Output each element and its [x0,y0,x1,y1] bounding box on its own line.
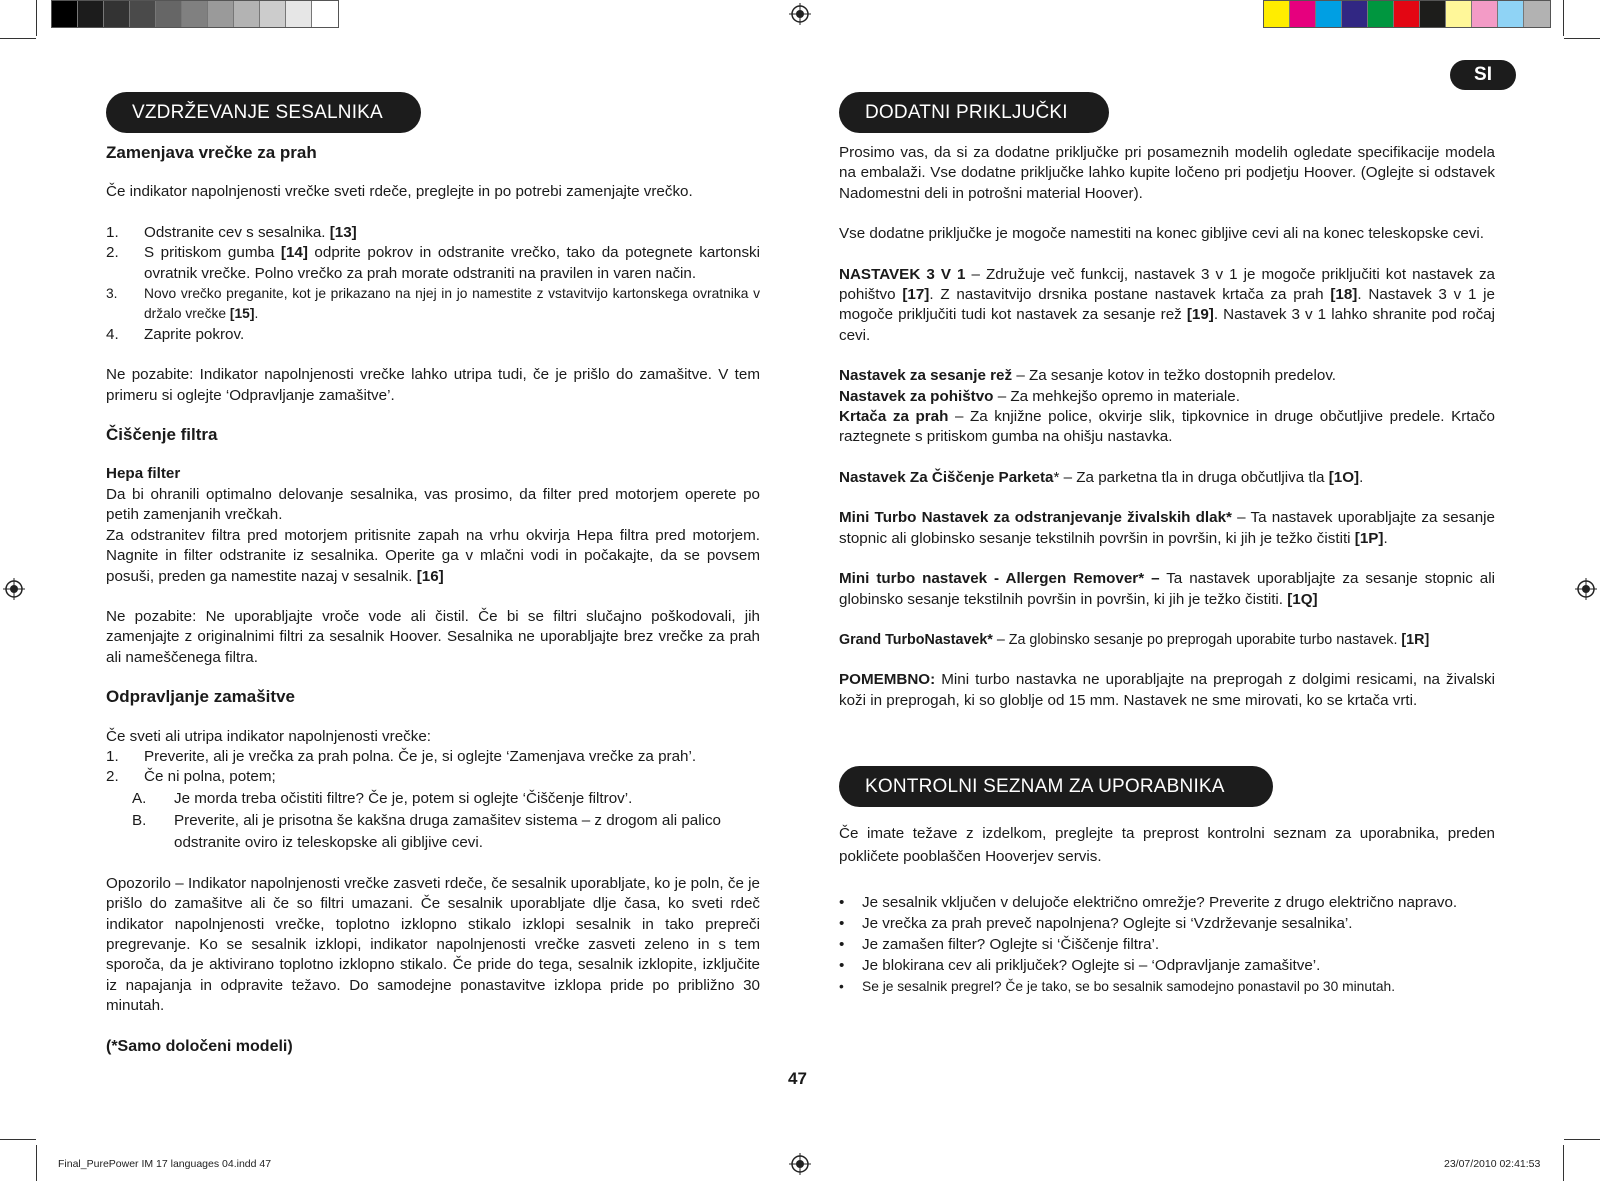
bag-steps-list [106,223,760,345]
warning-paragraph: Opozorilo – Indikator napolnjenosti vrečke zasveti rdeče, če sesalnik uporabljate, ko je poln, če je prišlo do zamašitve ali če so filtri umazani. Če sesalnik uporabljate dlje časa, ko sveti rdeč indikator napolnjenosti vrečke, toplotno izklopno stikalo izklopi sesalnik in tako prepreči pregrevanje. Ko se sesalnik izklopi, indikator napolnjenosti vrečke zasveti zeleno in s tem sporoča, da je aktivirano toplotno izklopno stikalo. Če pride do tega, sesalnik izklopite, izključite iz napajanja in odpravite težavo. Do samodejne ponastavitve izklopa pride po približno 30 minutah. [106,874,760,1015]
filter-note: Ne pozabite: Ne uporabljajte vroče vode ali čistil. Če bi se filtri slučajno poškodovali, jih zamenjajte z originalnimi filtri za sesalnik Hoover. Sesalnika ne uporabljajte brez vrečke za prah ali nameščenega filtra. [106,607,760,666]
list-item [839,892,1495,913]
list-number: 4. [106,325,119,343]
language-badge: SI [1450,60,1516,90]
crop-mark-br-h [1564,1139,1600,1140]
important-note: POMEMBNO: Mini turbo nastavka ne uporabljajte na preprogah z dolgimi resicami, na živalski koži in preprogah, ki so globlje od 15 mm. Nastavek ne sme mirovati, ko se krtača vrti. [839,671,1495,709]
page-number: 47 [788,1069,807,1088]
registration-target-icon [789,1153,811,1175]
list-item [839,976,1495,997]
crop-mark-tl-h [0,38,36,39]
calibration-swatch [1446,1,1472,27]
list-item [106,767,760,787]
list-item [839,913,1495,934]
blockage-steps-list [106,747,760,788]
accessory-parquet: Nastavek Za Čiščenje Parketa* – Za parketna tla in druga občutljiva tla [1O]. [839,468,1364,486]
calibration-swatch [1342,1,1368,27]
grayscale-calibration-bar [51,0,339,28]
calibration-swatch [1368,1,1394,27]
list-text: Je sesalnik vključen v delujoče električno omrežje? Preverite z drugo električno napravo. [862,894,1458,911]
list-text: Se je sesalnik pregrel? Če je tako, se bo sesalnik samodejno ponastavil po 30 minutah. [862,979,1396,994]
list-text: Je blokirana cev ali priključek? Oglejte si – ‘Odpravljanje zamašitve’. [862,957,1321,974]
bullet-icon: • [839,936,845,953]
list-text: Je zamašen filter? Oglejte si ‘Čiščenje filtra’. [862,936,1160,953]
color-calibration-bar [1263,0,1551,28]
list-text: Je vrečka za prah preveč napolnjena? Oglejte si ‘Vzdrževanje sesalnika’. [862,915,1353,932]
bullet-icon: • [839,915,845,932]
calibration-swatch [1420,1,1446,27]
models-note: (*Samo določeni modeli) [106,1037,293,1055]
list-text: Če ni polna, potem; [144,768,276,786]
hepa-paragraph-2: Za odstranitev filtra pred motorjem pritisnite zapah na vrhu okvirja Hepa filtra pred motorjem. Nagnite in filter odstranite iz sesalnika. Operite ga v mlačni vodi in počakajte, da se povsem posuši, preden ga namestite nazaj v sesalnik. [16] [106,526,760,585]
list-item [106,223,760,243]
section-header-accessories: DODATNI PRIKLJUČKI [839,92,1109,133]
list-letter: B. [132,811,147,829]
accessory-furniture: Nastavek za pohištvo – Za mehkejšo opremo in materiale. [839,387,1240,405]
calibration-swatch [260,1,286,27]
crop-mark-tr-h [1564,38,1600,39]
list-text: Preverite, ali je prisotna še kakšna druga zamašitev sistema – z drogom ali palico odstranite oviro iz teleskopske ali gibljive cevi. [174,811,722,851]
accessory-3in1: NASTAVEK 3 V 1 – Združuje več funkcij, nastavek 3 v 1 je mogoče priključiti kot nastavek za pohištvo [17]. Z nastavitvijo drsnika postane nastavek krtača za prah [18]. Nastavek 3 v 1 je mogoče priključiti tudi kot nastavek za sesanje rež [19]. Nastavek 3 v 1 lahko shranite pod ročaj cevi. [839,265,1495,344]
crop-mark-bl-h [0,1139,36,1140]
left-column [106,143,760,1057]
calibration-swatch [208,1,234,27]
list-item [106,243,760,284]
registration-target-icon [1575,578,1597,600]
calibration-swatch [52,1,78,27]
calibration-swatch [130,1,156,27]
accessory-mini-turbo-pet: Mini Turbo Nastavek za odstranjevanje živalskih dlak* – Ta nastavek uporabljajte za sesanje stopnic ali globinsko sesanje tekstilnih površin in površin, ki jih je težko čistiti [1P]. [839,509,1495,547]
list-number: 1. [106,223,119,241]
list-letter: A. [132,789,147,807]
registration-target-icon [3,578,25,600]
list-number: 1. [106,747,119,765]
accessories-paragraph-2: Vse dodatne priključke je mogoče namestiti na konec gibljive cevi ali na konec teleskopske cevi. [839,225,1484,243]
registration-target-icon [789,3,811,25]
list-item [839,934,1495,955]
crop-mark-tr-v [1563,0,1564,36]
hepa-paragraph-1: Da bi ohranili optimalno delovanje sesalnika, vas prosimo, da filter pred motorjem operete po petih zamenjanih vrečkah. [106,485,760,524]
list-text: S pritiskom gumba [14] odprite pokrov in odstranite vrečko, tako da potegnete kartonski ovratnik vrečke. Polno vrečko za prah morate odstraniti na pravilen in varen način. [144,244,761,282]
accessory-allergen-remover: Mini turbo nastavek - Allergen Remover* – Ta nastavek uporabljajte za sesanje stopnic ali globinsko sesanje tekstilnih površin in površin, ki jih je težko čistiti. [1Q] [839,570,1495,608]
calibration-swatch [286,1,312,27]
subheading-filter-cleaning: Čiščenje filtra [106,425,218,445]
bullet-icon: • [839,894,845,911]
calibration-swatch [312,1,338,27]
calibration-swatch [104,1,130,27]
accessory-grand-turbo: Grand TurboNastavek* – Za globinsko sesanje po preprogah uporabite turbo nastavek. [1R] [839,631,1430,648]
list-item [106,788,760,810]
list-item [106,284,760,325]
list-number: 2. [106,768,119,786]
subheading-bag-replacement: Zamenjava vrečke za prah [106,143,317,162]
calibration-swatch [1472,1,1498,27]
right-column [839,143,1495,711]
bag-note: Ne pozabite: Indikator napolnjenosti vrečke lahko utripa tudi, če je prišlo do zamašitve. V tem primeru si oglejte ‘Odpravljanje zamašitve’. [106,366,760,404]
list-item [106,747,760,767]
list-text: Preverite, ali je vrečka za prah polna. Če je, si oglejte ‘Zamenjava vrečke za prah’. [144,747,697,765]
list-text: Odstranite cev s sesalnika. [13] [144,223,357,241]
checklist-list [839,892,1495,997]
blockage-substeps-list [106,788,760,854]
list-item [839,955,1495,976]
crop-mark-br-v [1563,1145,1564,1181]
checklist-block [839,822,1495,997]
calibration-swatch [156,1,182,27]
accessory-dust-brush: Krtača za prah – Za knjižne police, okvirje slik, tipkovnice in druge občutljive predele. Krtačo raztegnete s pritiskom gumba na ohišju nastavka. [839,408,1495,446]
subheading-hepa-filter: Hepa filter [106,465,181,483]
calibration-swatch [182,1,208,27]
list-number: 2. [106,244,119,262]
list-text: Novo vrečko preganite, kot je prikazano na njej in jo namestite z vstavitvijo kartonskega ovratnika v držalo vrečke [15]. [144,286,760,322]
bullet-icon: • [839,957,845,974]
list-item [106,810,760,854]
list-number: 3. [106,286,118,302]
calibration-swatch [1394,1,1420,27]
accessory-crevice: Nastavek za sesanje rež – Za sesanje kotov in težko dostopnih predelov. [839,367,1337,385]
list-text: Je morda treba očistiti filtre? Če je, potem si oglejte ‘Čiščenje filtrov’. [174,789,633,807]
bullet-icon: • [839,979,844,994]
subheading-blockage: Odpravljanje zamašitve [106,687,295,707]
list-text: Zaprite pokrov. [144,325,245,343]
blockage-intro: Če sveti ali utripa indikator napolnjenosti vrečke: [106,727,432,745]
calibration-swatch [1316,1,1342,27]
accessories-paragraph-1: Prosimo vas, da si za dodatne priključke pri posameznih modelih ogledate specifikacije modela na embalaži. Vse dodatne priključke lahko kupite ločeno pri podjetju Hoover. (Oglejte si odstavek Nadomestni deli in potrošni material Hoover). [839,144,1495,202]
section-header-checklist: KONTROLNI SEZNAM ZA UPORABNIKA [839,766,1273,807]
section-header-maintenance: VZDRŽEVANJE SESALNIKA [106,92,421,133]
calibration-swatch [1290,1,1316,27]
calibration-swatch [1264,1,1290,27]
calibration-swatch [78,1,104,27]
footer-file-name: Final_PurePower IM 17 languages 04.indd 47 [58,1158,272,1170]
calibration-swatch [1524,1,1550,27]
footer-timestamp: 23/07/2010 02:41:53 [1444,1158,1541,1170]
calibration-swatch [1498,1,1524,27]
calibration-swatch [234,1,260,27]
crop-mark-tl-v [36,0,37,36]
checklist-intro: Če imate težave z izdelkom, preglejte ta preprost kontrolni seznam za uporabnika, preden pokličete pooblaščen Hooverjev servis. [839,825,1495,865]
bag-intro: Če indikator napolnjenosti vrečke sveti rdeče, preglejte in po potrebi zamenjajte vrečko. [106,183,693,201]
list-item [106,325,760,345]
crop-mark-bl-v [36,1145,37,1181]
